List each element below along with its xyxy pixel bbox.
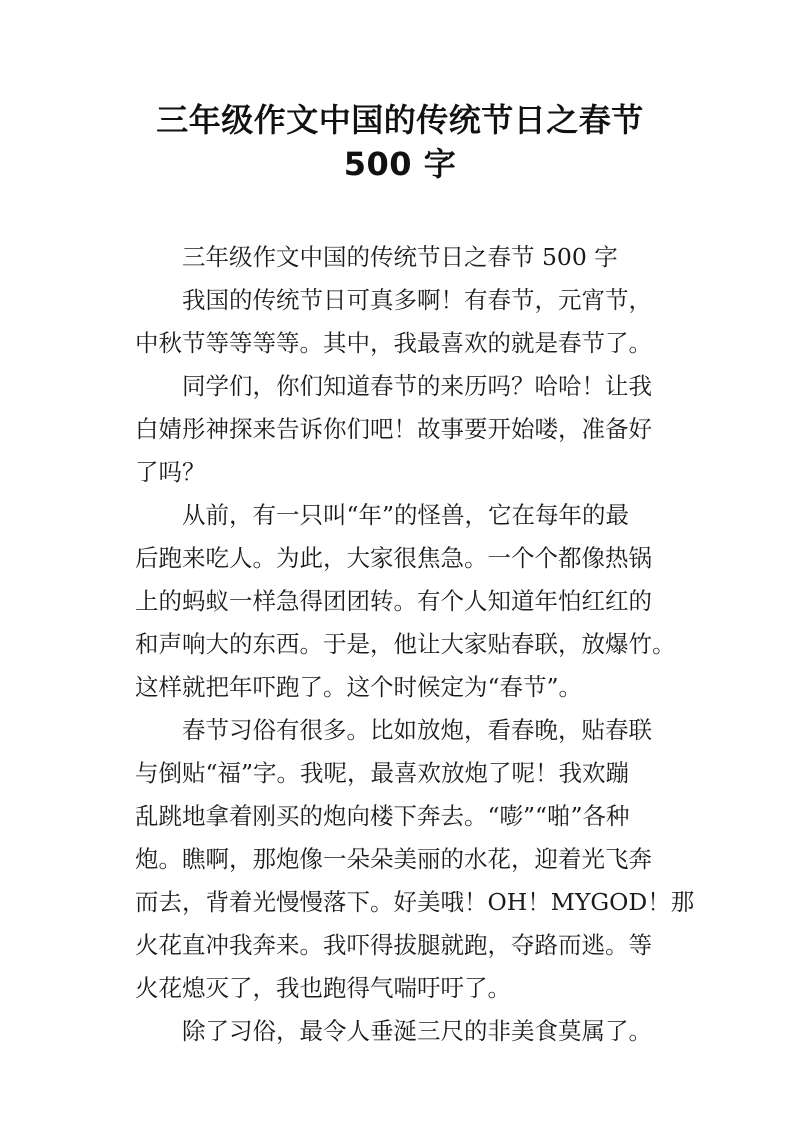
body-line: 这样就把年吓跑了。这个时候定为“春节”。 [135, 673, 583, 701]
document-body [135, 236, 695, 1053]
body-line: 后跑来吃人。为此，大家很焦急。一个个都像热锅 [135, 544, 652, 572]
body-line: 与倒贴“福”字。我呢，最喜欢放炮了呢！我欢蹦 [135, 759, 630, 787]
body-line: 和声响大的东西。于是，他让大家贴春联，放爆竹。 [135, 630, 676, 658]
body-line: 从前，有一只叫“年”的怪兽，它在每年的最 [182, 501, 630, 529]
body-line: 乱跳地拿着刚买的炮向楼下奔去。“嘭”“啪”各种 [135, 802, 630, 830]
title-line-1: 三年级作文中国的传统节日之春节 [156, 101, 644, 139]
body-line: 除了习俗，最令人垂涎三尺的非美食莫属了。 [182, 1017, 652, 1045]
document-title [100, 98, 700, 186]
body-line: 三年级作文中国的传统节日之春节 500 字 [182, 243, 618, 271]
body-line: 炮。瞧啊，那炮像一朵朵美丽的水花，迎着光飞奔 [135, 845, 652, 873]
title-line-2: 500 字 [343, 145, 457, 183]
body-line: 中秋节等等等等。其中，我最喜欢的就是春节了。 [135, 329, 652, 357]
body-line: 春节习俗有很多。比如放炮，看春晚，贴春联 [182, 716, 652, 744]
body-line: 上的蚂蚁一样急得团团转。有个人知道年怕红红的 [135, 587, 652, 615]
body-line: 了吗？ [135, 458, 206, 486]
body-line: 我国的传统节日可真多啊！有春节，元宵节， [182, 286, 652, 314]
body-line: 而去，背着光慢慢落下。好美哦！OH！MYGOD！那 [135, 888, 695, 916]
body-line: 火花直冲我奔来。我吓得拔腿就跑，夺路而逃。等 [135, 931, 652, 959]
body-line: 同学们，你们知道春节的来历吗？哈哈！让我 [182, 372, 652, 400]
body-line: 火花熄灭了，我也跑得气喘吁吁了。 [135, 974, 511, 1002]
body-line: 白婧彤神探来告诉你们吧！故事要开始喽，准备好 [135, 415, 652, 443]
